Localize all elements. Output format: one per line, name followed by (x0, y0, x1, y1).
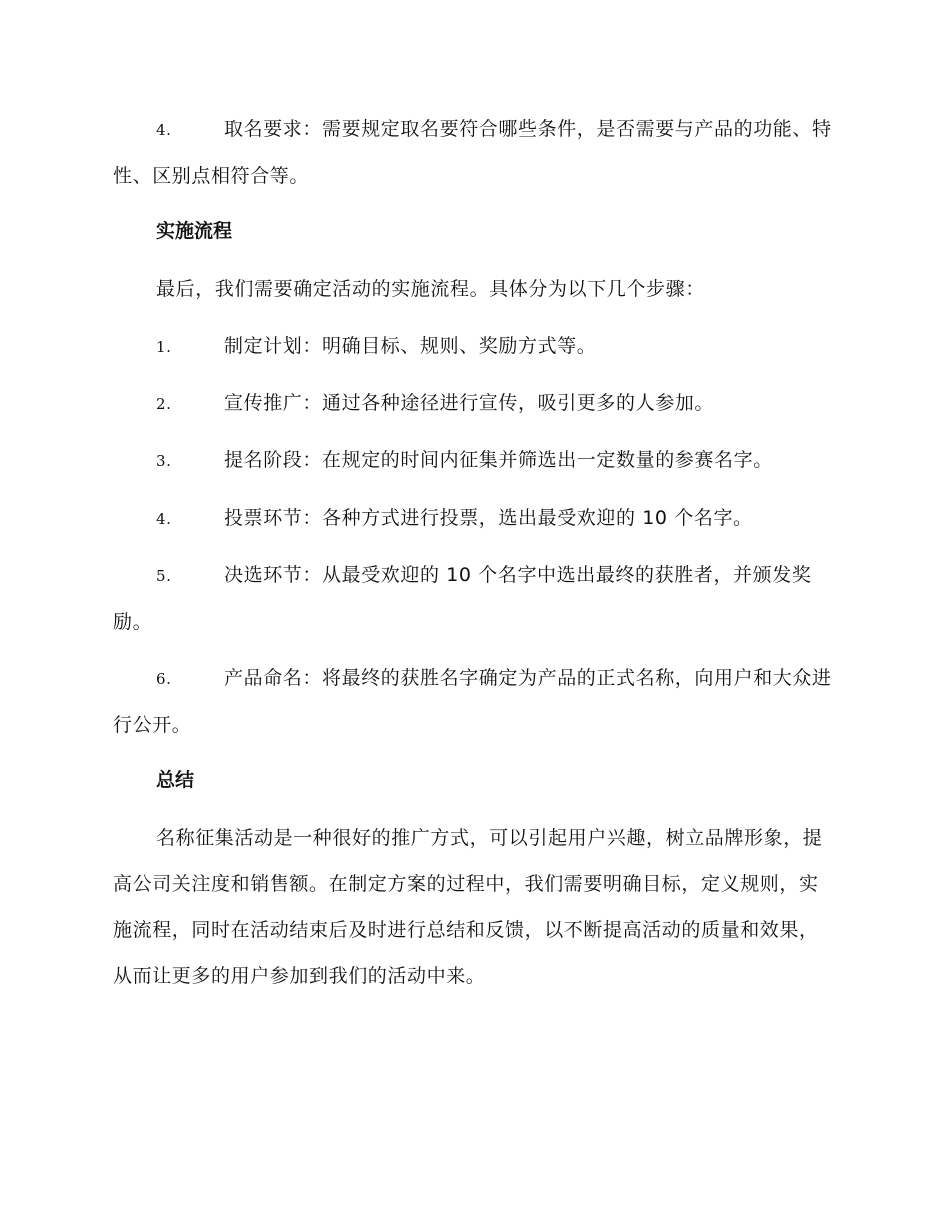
list-item-text: 宣传推广：通过各种途径进行宣传，吸引更多的人参加。 (224, 392, 715, 414)
list-item-text: 取名要求：需要规定取名要符合哪些条件，是否需要与产品的功能、特性、区别点相符合等。 (113, 118, 832, 187)
list-number: 4. (156, 121, 172, 139)
list-number: 3. (156, 452, 172, 470)
list-item-text: 制定计划：明确目标、规则、奖励方式等。 (224, 335, 597, 357)
section-heading-flow: 实施流程 (156, 220, 233, 242)
flow-step-3 (113, 437, 835, 484)
list-item-text: 产品命名：将最终的获胜名字确定为产品的正式名称，向用户和大众进行公开。 (113, 667, 832, 736)
flow-step-1 (113, 323, 835, 370)
list-number: 1. (156, 338, 172, 356)
flow-intro-paragraph: 最后，我们需要确定活动的实施流程。具体分为以下几个步骤： (156, 278, 705, 300)
list-item-text: 投票环节：各种方式进行投票，选出最受欢迎的 10 个名字。 (224, 507, 753, 529)
list-number: 4. (156, 510, 172, 528)
flow-step-6 (113, 655, 835, 748)
list-number: 5. (156, 567, 172, 585)
list-number: 6. (156, 670, 172, 688)
list-item-text: 决选环节：从最受欢迎的 10 个名字中选出最终的获胜者，并颁发奖励。 (113, 564, 812, 633)
flow-step-2 (113, 380, 835, 427)
flow-step-5 (113, 552, 835, 645)
list-number: 2. (156, 395, 172, 413)
summary-paragraph: 名称征集活动是一种很好的推广方式，可以引起用户兴趣，树立品牌形象，提高公司关注度和销售额。在制定方案的过程中，我们需要明确目标，定义规则，实施流程，同时在活动结束后及时进行总结和反馈，以不断提高活动的质量和效果，从而让更多的用户参加到我们的活动中来。 (113, 827, 823, 987)
section-heading-summary: 总结 (156, 769, 195, 791)
list-item-text: 提名阶段：在规定的时间内征集并筛选出一定数量的参赛名字。 (224, 449, 773, 471)
list-item-naming-requirements (113, 106, 835, 199)
flow-step-4 (113, 495, 835, 542)
